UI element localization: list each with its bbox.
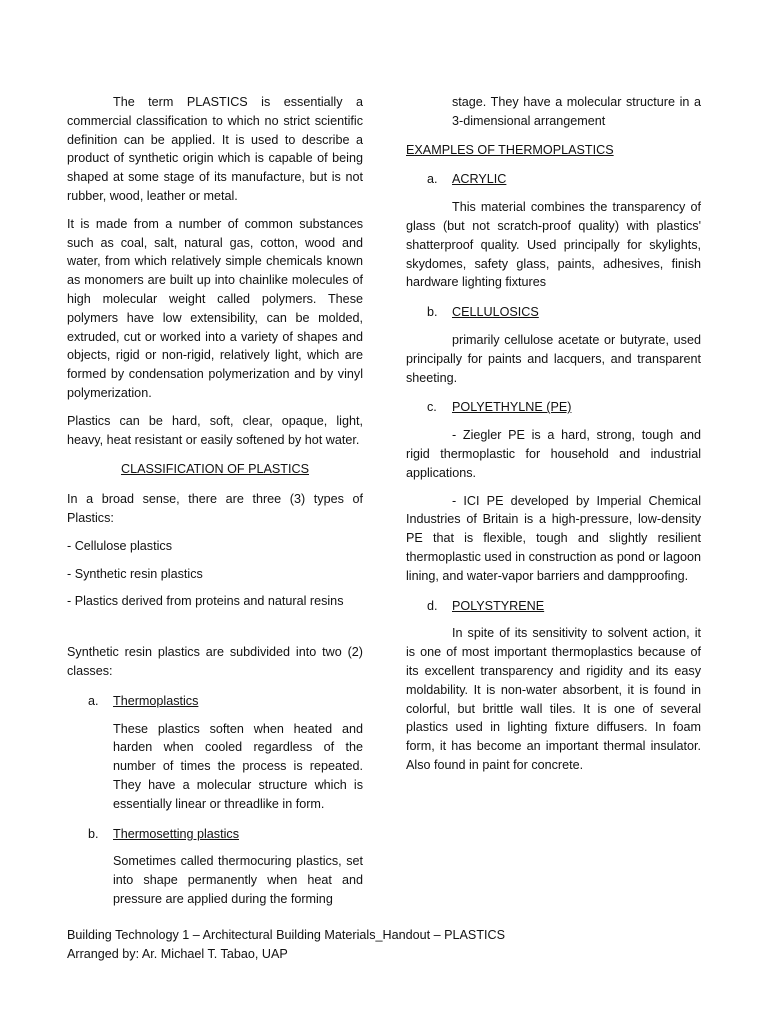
cellulosics-body: primarily cellulose acetate or butyrate, used principally for paints and lacquers, and transparent sheeting. [406,332,701,385]
footer-course-line: Building Technology 1 – Architectural Building Materials_Handout – PLASTICS [67,928,506,942]
page-footer [67,926,505,964]
class-b-heading [67,825,363,844]
cellulosics-heading [406,303,701,322]
right-column [406,93,701,775]
class-a-heading [67,692,363,711]
classification-heading: CLASSIFICATION OF PLASTICS [120,462,309,477]
polystyrene-letter: d. [427,598,438,613]
ici-pe-paragraph: - ICI PE developed by Imperial Chemical Industries of Britain is a high-pressure, low-density PE that is flexible, tough and slightly resilient thermoplastic used in construction as pond or lagoon lining, and water-vapor barriers and dampproofing. [406,493,701,583]
acrylic-heading [406,170,701,189]
footer-author-line: Arranged by: Ar. Michael T. Tabao, UAP [67,946,288,961]
polyethylne-letter: c. [427,400,437,415]
type-item-proteins: - Plastics derived from proteins and natural resins [67,594,344,609]
polyethylne-title: POLYETHYLNE (PE) [452,400,572,415]
class-a-letter: a. [88,693,99,708]
class-b-body: Sometimes called thermocuring plastics, set into shape permanently when heat and pressure are applied during the forming [113,854,363,906]
acrylic-body: This material combines the transparency of glass (but not scratch-proof quality) with plastics' shatterproof quality. Used principally for skylights, skydomes, safety glass, paints, adhesives, finish hardware lighting fixtures [406,200,701,290]
cellulosics-letter: b. [427,305,438,320]
acrylic-title: ACRYLIC [452,172,507,187]
polystyrene-heading [406,597,701,616]
class-b-title: Thermosetting plastics [113,826,239,841]
polystyrene-body: In spite of its sensitivity to solvent action, it is one of most important thermoplastics because of its excellent transparency and rigidity and its easy moldability. It is non-water absorbent, it is found in colorful, but brittle wall tiles. It is one of several plastics used in lighting fixture diffusers. In foam form, it has become an important thermal insulator. Also found in paint for concrete. [406,626,701,772]
continuation-paragraph: stage. They have a molecular structure in a 3-dimensional arrangement [452,95,701,128]
ziegler-pe-paragraph: - Ziegler PE is a hard, strong, tough and rigid thermoplastic for household and industrial applications. [406,428,701,480]
type-item-synthetic-resin: - Synthetic resin plastics [67,566,203,581]
class-a-body: These plastics soften when heated and harden when cooled regardless of the number of times the process is repeated. They have a molecular structure which is essentially linear or threadlike in form. [113,721,363,811]
intro-paragraph-2: It is made from a number of common substances such as coal, salt, natural gas, cotton, wood and water, from which relatively simple chemicals known as monomers are built up into chainlike molecules of high molecular weight called polymers. These polymers have low extensibility, can be molded, extruded, cut or worked into a variety of shapes and objects, rigid or non-rigid, relatively light, which are formed by condensation polymerization and by vinyl polymerization. [67,216,363,400]
types-intro: In a broad sense, there are three (3) types of Plastics: [67,492,363,525]
class-a-title: Thermoplastics [113,693,199,708]
type-item-cellulose: - Cellulose plastics [67,538,172,553]
subdivided-paragraph: Synthetic resin plastics are subdivided into two (2) classes: [67,645,363,678]
polystyrene-title: POLYSTYRENE [452,598,545,613]
polyethylne-heading [406,398,701,417]
acrylic-letter: a. [427,172,438,187]
intro-paragraph-1: The term PLASTICS is essentially a commercial classification to which no strict scientific definition can be applied. It is used to describe a product of synthetic origin which is capable of being shaped at some stage of its manufacture, but is not rubber, wood, leather or metal. [67,95,363,203]
cellulosics-title: CELLULOSICS [452,305,539,320]
examples-heading: EXAMPLES OF THERMOPLASTICS [406,142,614,157]
left-column [67,93,363,909]
class-b-letter: b. [88,826,99,841]
intro-paragraph-3: Plastics can be hard, soft, clear, opaque, light, heavy, heat resistant or easily softened by hot water. [67,413,363,447]
